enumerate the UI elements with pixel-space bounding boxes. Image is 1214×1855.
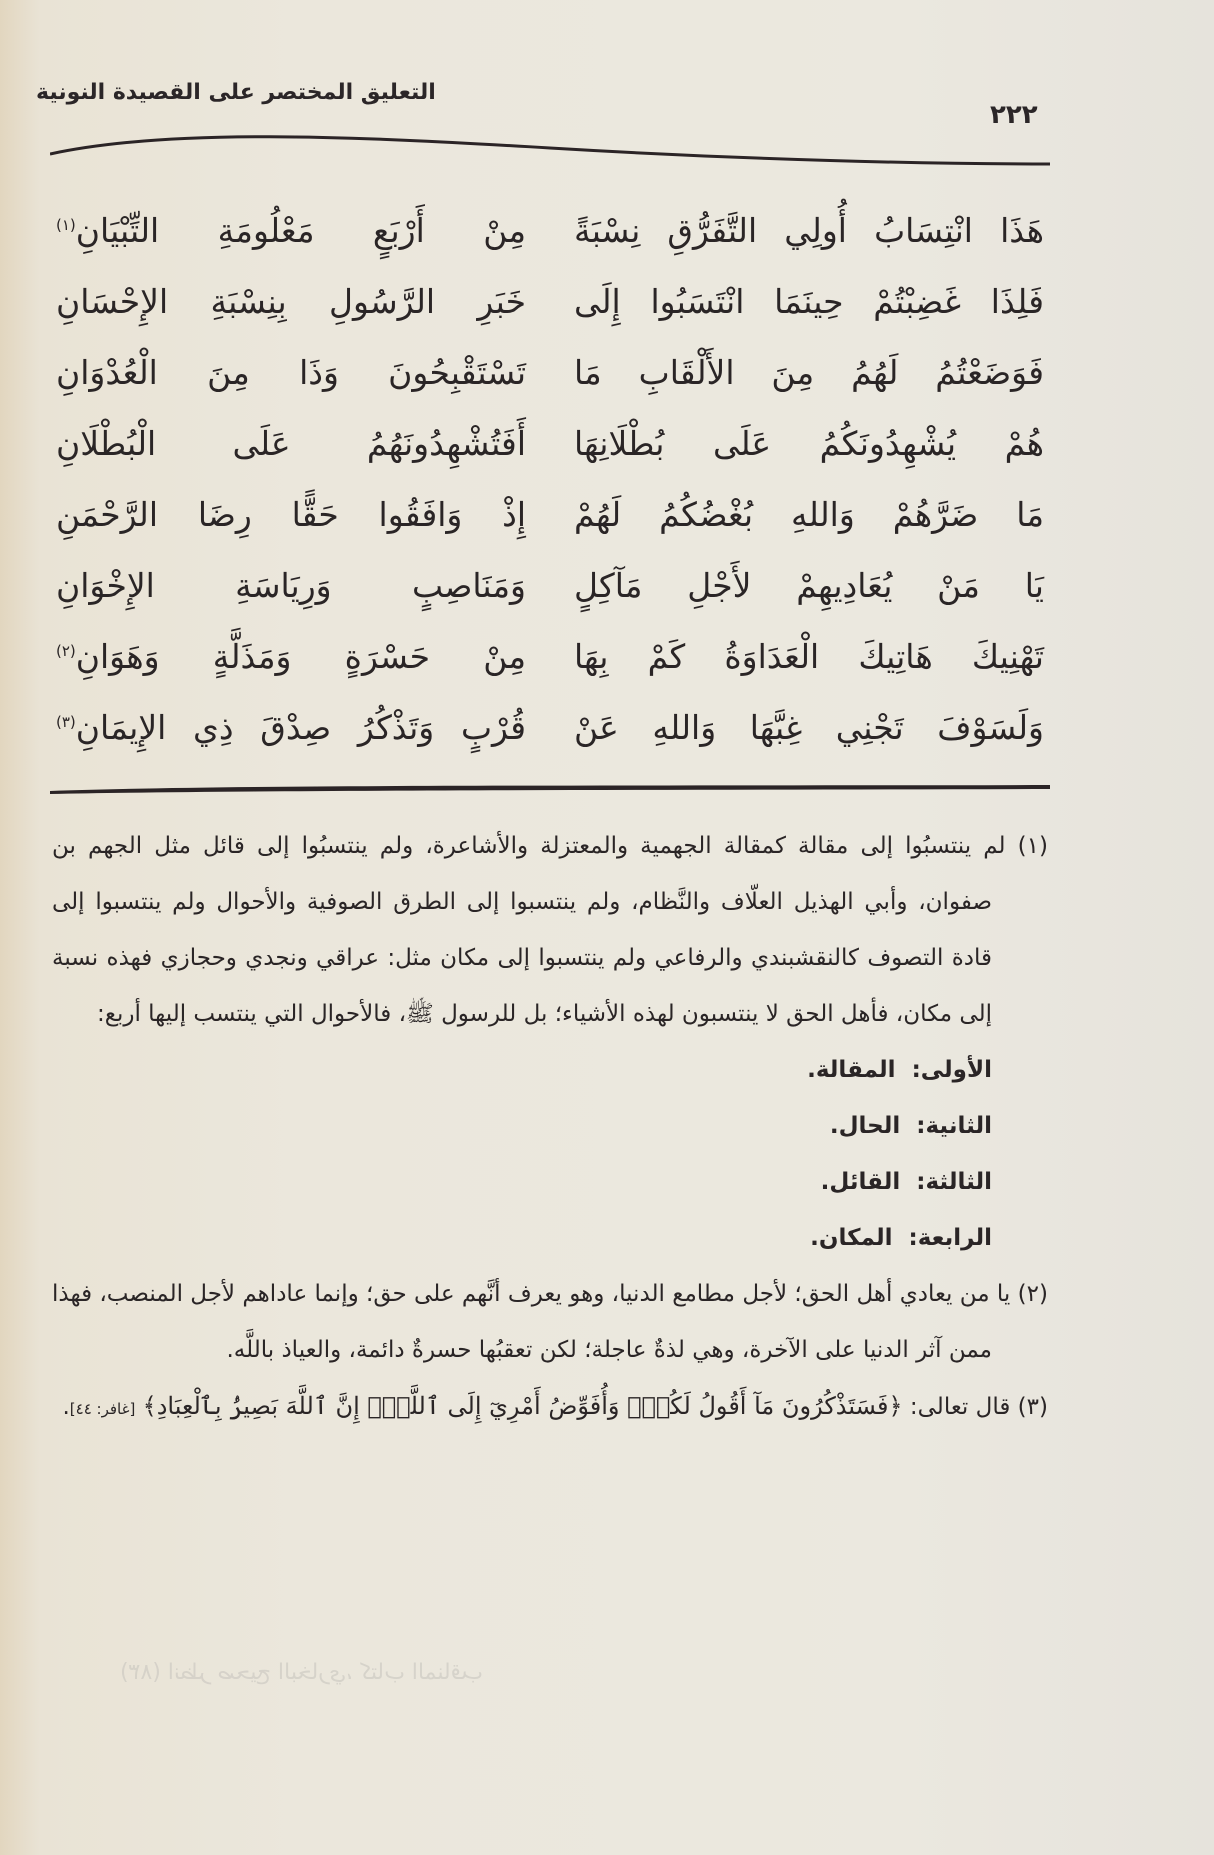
verse	[50, 621, 1050, 692]
footnote-2-text: يا من يعادي أهل الحق؛ لأجل مطامع الدنيا، وهو يعرف أنَّهم على حق؛ وإنما عاداهم لأجل المنصب، فهذا ممن آثر الدنيا على الآخرة، وهي لذةٌ عاجلة؛ لكن تعقبُها حسرةٌ دائمة، والعياذ باللَّه.	[52, 1281, 1011, 1363]
hemistich-first: فَلِذَا غَضِبْتُمْ حِينَمَا انْتَسَبُوا إِلَى	[574, 282, 1044, 321]
verse	[50, 408, 1050, 479]
footnote-1	[52, 818, 1048, 1266]
footnote-separator-rule	[50, 782, 1050, 796]
list-item-label: الثالثة:	[916, 1169, 992, 1195]
list-item	[52, 1042, 992, 1098]
hemistich-second-text: مِنْ أَرْبَعٍ مَعْلُومَةِ التِّبْيَانِ	[75, 211, 526, 250]
list-item	[52, 1098, 992, 1154]
header-swash-rule	[50, 128, 1050, 168]
verse	[50, 337, 1050, 408]
verse	[50, 195, 1050, 266]
hemistich-first: هَذَا انْتِسَابُ أُولِي التَّفَرُّقِ نِسْبَةً	[574, 211, 1044, 250]
footnote-marker[interactable]: (٣)	[56, 713, 76, 731]
hemistich-second: تَسْتَقْبِحُونَ وَذَا مِنَ الْعُدْوَانِ	[56, 353, 526, 392]
footnote-3-end: .	[62, 1394, 70, 1420]
footnotes-section	[52, 818, 1048, 1437]
verse	[50, 692, 1050, 763]
running-title: التعليق المختصر على القصيدة النونية	[36, 80, 436, 105]
hemistich-second	[50, 637, 526, 676]
footnote-marker[interactable]: (٢)	[56, 642, 76, 660]
hemistich-second-text: قُرْبٍ وَتَذْكُرُ صِدْقَ ذِي الإِيمَانِ	[75, 708, 526, 747]
verse	[50, 479, 1050, 550]
poem-verses	[50, 195, 1050, 763]
hemistich-first: فَوَضَعْتُمُ لَهُمُ مِنَ الأَلْقَابِ مَا	[574, 353, 1044, 392]
hemistich-first: تَهْنِيكَ هَاتِيكَ الْعَدَاوَةُ كَمْ بِهَا	[574, 637, 1044, 676]
footnote-number: (٣)	[1017, 1394, 1048, 1420]
page-number: ٢٢٢	[990, 100, 1038, 130]
footnote-1-text: لم ينتسبُوا إلى مقالة كمقالة الجهمية والمعتزلة والأشاعرة، ولم ينتسبُوا إلى قائل مثل الجهم بن صفوان، وأبي الهذيل العلّاف والنَّظام، ولم ينتسبوا إلى الطرق الصوفية والأحوال ولم ينتسبوا إلى قادة التصوف كالنقشبندي والرفاعي ولم ينتسبوا إلى مكان مثل: عراقي ونجدي وحجازي فهذه نسبة إلى مكان، فأهل الحق لا ينتسبون لهذه الأشياء؛ بل للرسول ﷺ، فالأحوال التي ينتسب إليها أربع:	[52, 833, 1006, 1027]
list-item-label: الثانية:	[916, 1113, 992, 1139]
hemistich-first: وَلَسَوْفَ تَجْنِي غِبَّهَا وَاللهِ عَنْ	[574, 708, 1044, 747]
list-item-label: الأولى:	[911, 1057, 992, 1083]
hemistich-second: خَبَرِ الرَّسُولِ بِنِسْبَةِ الإِحْسَانِ	[56, 282, 526, 321]
list-item-value: القائل.	[820, 1169, 901, 1195]
list-item	[52, 1210, 992, 1266]
footnote-1-list	[52, 1042, 1048, 1266]
hemistich-second: وَمَنَاصِبٍ وَرِيَاسَةِ الإِخْوَانِ	[56, 566, 526, 605]
footnote-2	[52, 1266, 1048, 1378]
footnote-3-intro: قال تعالى:	[909, 1394, 1011, 1420]
footnote-number: (١)	[1017, 833, 1048, 859]
hemistich-second	[50, 708, 526, 747]
footnote-number: (٢)	[1017, 1281, 1048, 1307]
footnote-3	[52, 1378, 1048, 1437]
footnote-2-body	[52, 1266, 1048, 1378]
hemistich-first: مَا ضَرَّهُمْ وَاللهِ بُغْضُكُمُ لَهُمْ	[574, 495, 1044, 534]
hemistich-second-text: مِنْ حَسْرَةٍ وَمَذَلَّةٍ وَهَوَانِ	[75, 637, 526, 676]
hemistich-second: أَفَتُشْهِدُونَهُمُ عَلَى الْبُطْلَانِ	[56, 424, 526, 463]
hemistich-first: هُمْ يُشْهِدُونَكُمُ عَلَى بُطْلَانِهَا	[574, 424, 1044, 463]
hemistich-second: إِذْ وَافَقُوا حَقًّا رِضَا الرَّحْمَنِ	[56, 495, 526, 534]
footnote-1-body	[52, 818, 1048, 1042]
bleed-through-text: (٨٣) انظر صحيح البخاري، كتاب المناقب	[120, 1660, 483, 1685]
list-item-value: المقالة.	[807, 1057, 896, 1083]
list-item	[52, 1154, 992, 1210]
footnote-3-body	[52, 1378, 1048, 1437]
hemistich-first: يَا مَنْ يُعَادِيهِمْ لأَجْلِ مَآكِلٍ	[574, 566, 1044, 605]
list-item-value: المكان.	[810, 1225, 893, 1251]
footnote-marker[interactable]: (١)	[56, 216, 76, 234]
verse	[50, 550, 1050, 621]
verse	[50, 266, 1050, 337]
quran-reference: [غافر: ٤٤]	[69, 1400, 136, 1418]
list-item-label: الرابعة:	[908, 1225, 992, 1251]
list-item-value: الحال.	[829, 1113, 901, 1139]
hemistich-second	[50, 211, 526, 250]
quran-quote: ﴿فَسَتَذْكُرُونَ مَآ أَقُولُ لَكُمْۚ وَأُفَوِّضُ أَمْرِيٓ إِلَى ٱللَّهِۚ إِنَّ ٱللَّهَ بَصِيرُۢ بِٱلْعِبَادِ﴾	[142, 1392, 903, 1420]
